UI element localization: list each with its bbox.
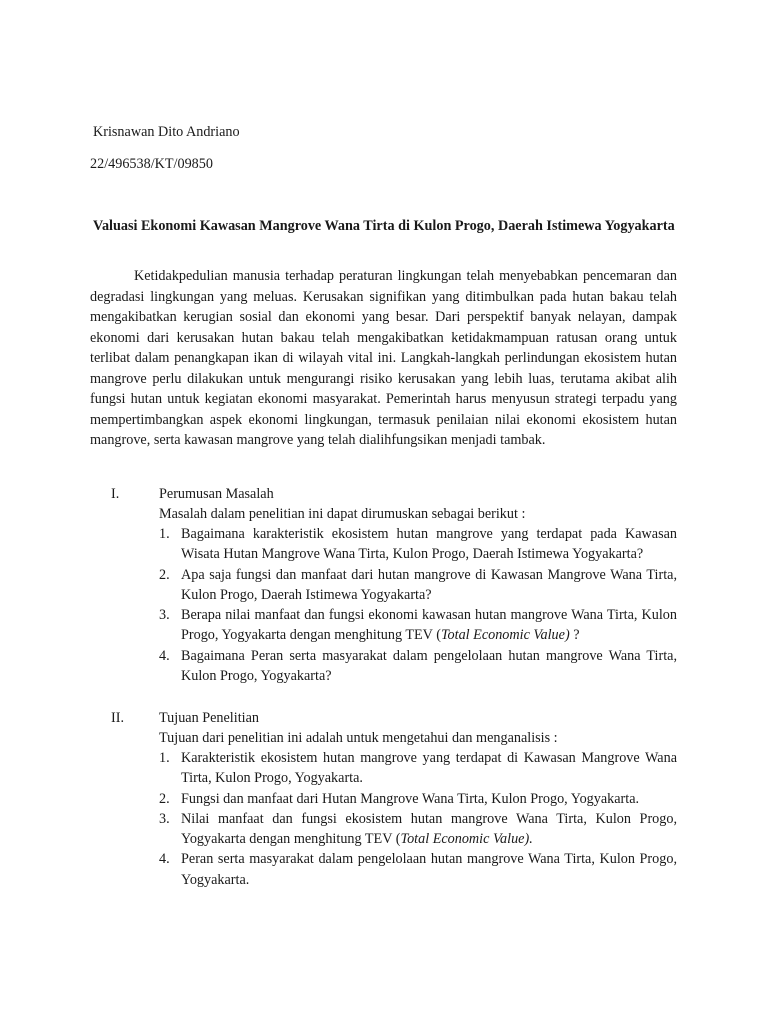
list-item-number: 4. bbox=[159, 851, 170, 868]
list-item bbox=[159, 565, 677, 606]
list-item-number: 4. bbox=[159, 647, 170, 664]
section-1-intro: Masalah dalam penelitian ini dapat dirumuskan sebagai berikut : bbox=[159, 506, 526, 522]
list-item-text: Bagaimana karakteristik ekosistem hutan mangrove yang terdapat pada Kawasan Wisata Hutan Mangrove Wana Tirta, Kulon Progo, Daerah Istimewa Yogyakarta? bbox=[181, 526, 677, 563]
list-item-number: 3. bbox=[159, 607, 170, 624]
list-item bbox=[159, 849, 677, 890]
list-item-text: Bagaimana Peran serta masyarakat dalam pengelolaan hutan mangrove Wana Tirta, Kulon Progo, Yogyakarta? bbox=[181, 647, 677, 685]
list-item bbox=[159, 748, 677, 789]
section-1-heading: Perumusan Masalah bbox=[159, 486, 274, 502]
section-2-numeral: II. bbox=[111, 710, 124, 726]
section-1-list bbox=[159, 524, 677, 686]
list-item-text: Berapa nilai manfaat dan fungsi ekonomi kawasan hutan mangrove Wana Tirta, Kulon Progo, Yogyakarta dengan menghitung TEV ( bbox=[181, 607, 677, 644]
intro-paragraph: Ketidakpedulian manusia terhadap peraturan lingkungan telah menyebabkan pencemaran dan degradasi lingkungan yang meluas. Kerusakan signifikan yang ditimbulkan pada hutan bakau telah mengakibatkan kerugian sosial dan ekonomi yang besar. Dari perspektif banyak nelayan, dampak ekonomi dari kerusakan hutan bakau telah mengakibatkan ketidakmampuan ratusan orang untuk terlibat dalam penangkapan ikan di wilayah vital ini. Langkah-langkah perlindungan ekosistem hutan mangrove perlu dilakukan untuk mengurangi risiko kerusakan yang lebih luas, terutama akibat alih fungsi hutan untuk kegiatan ekonomi masyarakat. Pemerintah harus menyusun strategi terpadu yang mempertimbangkan aspek ekonomi lingkungan, termasuk penilaian nilai ekonomi ekosistem hutan mangrove, serta kawasan mangrove yang telah dialihfungsikan menjadi tambak. bbox=[90, 268, 677, 448]
section-2-intro: Tujuan dari penelitian ini adalah untuk mengetahui dan menganalisis : bbox=[159, 730, 558, 746]
list-item-number: 1. bbox=[159, 750, 170, 766]
list-item-text: Nilai manfaat dan fungsi ekosistem hutan mangrove Wana Tirta, Kulon Progo, Yogyakarta dengan menghitung TEV ( bbox=[181, 810, 677, 848]
list-item bbox=[159, 789, 677, 809]
section-2-heading: Tujuan Penelitian bbox=[159, 710, 259, 726]
list-item-number: 2. bbox=[159, 790, 170, 807]
list-item bbox=[159, 605, 677, 646]
list-item-number: 3. bbox=[159, 810, 170, 827]
list-item-text: Apa saja fungsi dan manfaat dari hutan mangrove di Kawasan Mangrove Wana Tirta, Kulon Progo, Daerah Istimewa Yogyakarta? bbox=[181, 566, 677, 603]
list-item-number: 2. bbox=[159, 566, 170, 583]
list-item-italic: Total Economic Value) bbox=[440, 627, 570, 644]
list-item bbox=[159, 646, 677, 687]
author-name: Krisnawan Dito Andriano bbox=[93, 124, 240, 140]
list-item-suffix: ? bbox=[569, 627, 580, 644]
list-item-italic: Total Economic Value). bbox=[400, 831, 533, 848]
list-item bbox=[159, 524, 677, 565]
document-title: Valuasi Ekonomi Kawasan Mangrove Wana Tirta di Kulon Progo, Daerah Istimewa Yogyakarta bbox=[93, 218, 675, 234]
list-item-text: Karakteristik ekosistem hutan mangrove yang terdapat di Kawasan Mangrove Wana Tirta, Kulon Progo, Yogyakarta. bbox=[181, 750, 677, 787]
list-item bbox=[159, 809, 677, 850]
list-item-text: Fungsi dan manfaat dari Hutan Mangrove Wana Tirta, Kulon Progo, Yogyakarta. bbox=[181, 790, 640, 807]
section-2-list bbox=[159, 748, 677, 890]
section-1-numeral: I. bbox=[111, 486, 120, 502]
list-item-number: 1. bbox=[159, 526, 170, 542]
list-item-text: Peran serta masyarakat dalam pengelolaan hutan mangrove Wana Tirta, Kulon Progo, Yogyakarta. bbox=[181, 851, 677, 888]
student-id: 22/496538/KT/09850 bbox=[90, 156, 213, 172]
